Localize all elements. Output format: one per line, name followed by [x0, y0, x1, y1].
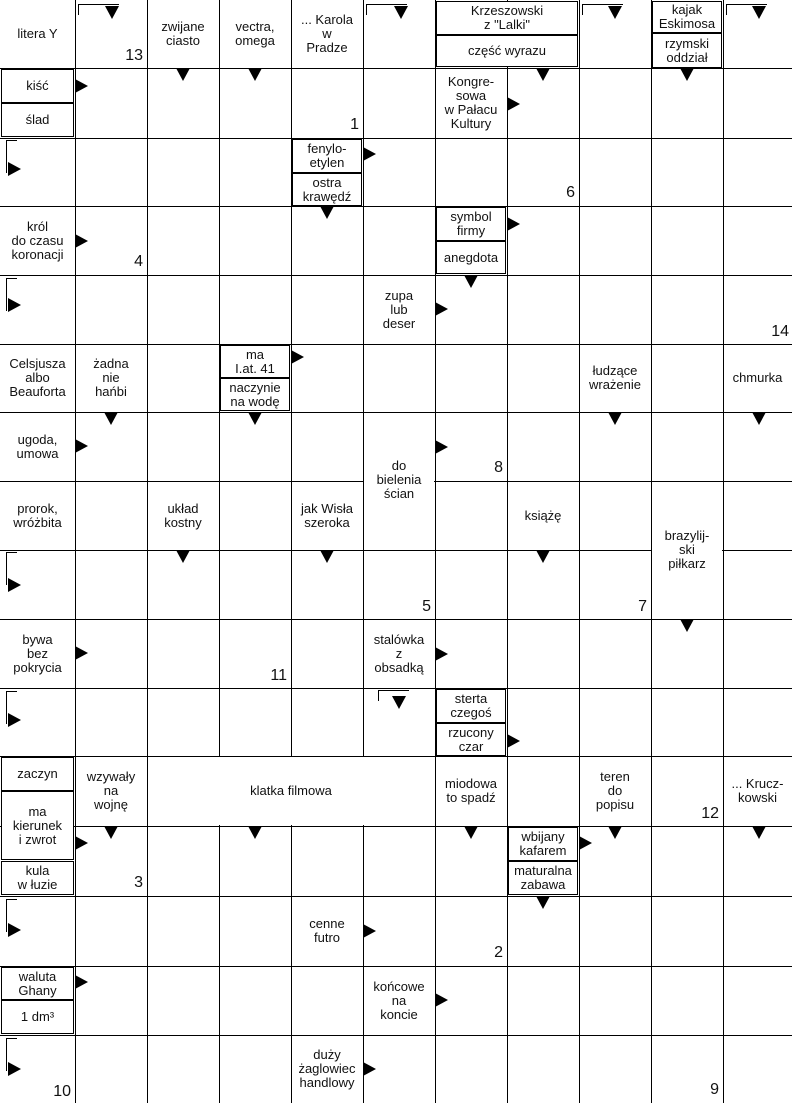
- entry-start-marker: [378, 690, 409, 701]
- arrow-down-icon: [248, 412, 262, 425]
- answer-cell[interactable]: [579, 68, 651, 138]
- clue-box: waluta Ghany: [1, 967, 74, 1000]
- answer-cell[interactable]: [147, 1035, 219, 1103]
- clue-number: 9: [710, 1081, 719, 1098]
- answer-cell[interactable]: [75, 138, 147, 206]
- answer-cell[interactable]: [435, 344, 507, 412]
- answer-cell[interactable]: [147, 966, 219, 1035]
- arrow-down-icon: [608, 412, 622, 425]
- answer-cell[interactable]: [147, 138, 219, 206]
- answer-cell[interactable]: [507, 966, 579, 1035]
- clue-box: stalówka z obsadką: [364, 620, 434, 687]
- arrow-right-icon: [363, 147, 376, 161]
- clue-box: książę: [508, 482, 578, 549]
- entry-start-marker: [6, 1038, 17, 1071]
- answer-cell[interactable]: [435, 481, 507, 550]
- arrow-right-icon: [507, 734, 520, 748]
- arrow-right-icon: [75, 646, 88, 660]
- clue-box: brazylij- ski piłkarz: [652, 515, 722, 585]
- answer-cell[interactable]: [507, 344, 579, 412]
- answer-cell[interactable]: [579, 481, 651, 550]
- answer-cell[interactable]: [651, 412, 723, 481]
- arrow-down-icon: [608, 826, 622, 839]
- clue-box: kula w łuzie: [1, 861, 74, 895]
- clue-box: miodowa to spadź: [436, 757, 506, 825]
- answer-cell[interactable]: [651, 826, 723, 896]
- answer-cell[interactable]: [147, 619, 219, 688]
- answer-cell[interactable]: [363, 68, 435, 138]
- arrow-right-icon: [435, 302, 448, 316]
- arrow-down-icon: [248, 826, 262, 839]
- clue-box: łudzące wrażenie: [580, 345, 650, 411]
- entry-start-marker: [6, 691, 17, 724]
- clue-box: prorok, wróżbita: [1, 482, 74, 549]
- arrow-down-icon: [176, 550, 190, 563]
- clue-box: 1 dm³: [1, 1000, 74, 1034]
- clue-number: 2: [494, 944, 503, 961]
- answer-cell[interactable]: [219, 206, 291, 275]
- clue-box: zupa lub deser: [364, 276, 434, 343]
- answer-cell[interactable]: [219, 1035, 291, 1103]
- answer-cell[interactable]: [75, 481, 147, 550]
- arrow-right-icon: [291, 350, 304, 364]
- arrow-down-icon: [248, 68, 262, 81]
- clue-box: anegdota: [436, 241, 506, 274]
- answer-cell[interactable]: [723, 138, 792, 206]
- answer-cell[interactable]: [147, 275, 219, 344]
- clue-box: sterta czegoś: [436, 689, 506, 723]
- answer-cell[interactable]: [219, 481, 291, 550]
- entry-start-marker: [726, 4, 767, 15]
- arrow-down-icon: [176, 68, 190, 81]
- answer-cell[interactable]: [291, 688, 363, 756]
- entry-start-marker: [582, 4, 623, 15]
- answer-cell[interactable]: [723, 1035, 792, 1103]
- entry-start-marker: [6, 552, 17, 585]
- arrow-right-icon: [507, 217, 520, 231]
- clue-box: ma I.at. 41: [220, 345, 290, 378]
- clue-box: duży żaglowiec handlowy: [292, 1036, 362, 1102]
- clue-box: końcowe na koncie: [364, 967, 434, 1034]
- entry-start-marker: [78, 4, 119, 15]
- answer-cell[interactable]: [651, 275, 723, 344]
- answer-cell[interactable]: [219, 275, 291, 344]
- clue-box: ugoda, umowa: [1, 413, 74, 480]
- answer-cell[interactable]: [219, 896, 291, 966]
- clue-number: 1: [350, 116, 359, 133]
- clue-box: maturalna zabawa: [508, 861, 578, 895]
- arrow-down-icon: [536, 550, 550, 563]
- clue-box: część wyrazu: [436, 35, 578, 67]
- answer-cell[interactable]: [723, 619, 792, 688]
- clue-number: 12: [701, 805, 719, 822]
- arrow-down-icon: [104, 412, 118, 425]
- arrow-down-icon: [536, 68, 550, 81]
- clue-box: symbol firmy: [436, 207, 506, 241]
- answer-cell[interactable]: [579, 688, 651, 756]
- answer-cell[interactable]: [723, 206, 792, 275]
- answer-cell[interactable]: [363, 344, 435, 412]
- answer-cell[interactable]: [363, 206, 435, 275]
- answer-cell[interactable]: [435, 550, 507, 619]
- answer-cell[interactable]: [579, 966, 651, 1035]
- answer-cell[interactable]: [75, 896, 147, 966]
- clue-box: do bielenia ścian: [364, 445, 434, 515]
- answer-cell[interactable]: [147, 344, 219, 412]
- answer-cell[interactable]: [651, 206, 723, 275]
- clue-box: litera Y: [1, 1, 74, 67]
- answer-cell[interactable]: [579, 896, 651, 966]
- entry-start-marker: [6, 278, 17, 311]
- clue-box: chmurka: [724, 345, 791, 411]
- answer-cell[interactable]: [651, 138, 723, 206]
- clue-box: ostra krawędź: [292, 173, 362, 206]
- clue-number: 11: [270, 667, 287, 684]
- answer-cell[interactable]: [75, 1035, 147, 1103]
- answer-cell[interactable]: [507, 275, 579, 344]
- answer-cell[interactable]: [723, 68, 792, 138]
- arrow-down-icon: [752, 412, 766, 425]
- clue-box: ma kierunek i zwrot: [1, 791, 74, 860]
- clue-number: 6: [566, 184, 575, 201]
- clue-box: rzucony czar: [436, 723, 506, 756]
- clue-box: bywa bez pokrycia: [1, 620, 74, 687]
- arrow-down-icon: [464, 275, 478, 288]
- clue-box: wzywały na wojnę: [76, 757, 146, 825]
- answer-cell[interactable]: [291, 966, 363, 1035]
- answer-cell[interactable]: [723, 896, 792, 966]
- answer-cell[interactable]: [147, 412, 219, 481]
- answer-cell[interactable]: [219, 966, 291, 1035]
- clue-box: teren do popisu: [580, 757, 650, 825]
- arrow-down-icon: [536, 896, 550, 909]
- clue-box: ślad: [1, 103, 74, 137]
- answer-cell[interactable]: [579, 619, 651, 688]
- arrow-down-icon: [464, 826, 478, 839]
- answer-cell[interactable]: [363, 826, 435, 896]
- answer-cell[interactable]: [507, 1035, 579, 1103]
- answer-cell[interactable]: [579, 275, 651, 344]
- clue-box: Kongre- sowa w Pałacu Kultury: [436, 69, 506, 137]
- clue-number: 13: [125, 47, 143, 64]
- answer-cell[interactable]: [435, 138, 507, 206]
- answer-cell[interactable]: [147, 826, 219, 896]
- arrow-right-icon: [579, 836, 592, 850]
- clue-box: kajak Eskimosa: [652, 1, 722, 33]
- arrow-right-icon: [75, 836, 88, 850]
- arrow-down-icon: [320, 206, 334, 219]
- answer-cell[interactable]: [291, 412, 363, 481]
- arrow-down-icon: [104, 826, 118, 839]
- clue-box: naczynie na wodę: [220, 378, 290, 411]
- arrow-right-icon: [75, 975, 88, 989]
- clue-box: jak Wisła szeroka: [292, 482, 362, 549]
- arrow-down-icon: [680, 68, 694, 81]
- clue-number: 3: [134, 874, 143, 891]
- clue-box: zwijane ciasto: [148, 1, 218, 67]
- answer-cell[interactable]: [723, 550, 792, 619]
- answer-cell[interactable]: [75, 275, 147, 344]
- answer-cell[interactable]: [723, 966, 792, 1035]
- answer-cell[interactable]: [147, 896, 219, 966]
- answer-cell[interactable]: [579, 138, 651, 206]
- answer-cell[interactable]: [507, 756, 579, 826]
- clue-box: król do czasu koronacji: [1, 207, 74, 274]
- answer-cell[interactable]: [435, 1035, 507, 1103]
- answer-cell[interactable]: [579, 206, 651, 275]
- clue-box: układ kostny: [148, 482, 218, 549]
- answer-cell[interactable]: [723, 688, 792, 756]
- arrow-down-icon: [680, 619, 694, 632]
- answer-cell[interactable]: [291, 826, 363, 896]
- clue-box: rzymski oddział: [652, 33, 722, 68]
- arrow-right-icon: [363, 924, 376, 938]
- answer-cell[interactable]: [579, 1035, 651, 1103]
- arrow-right-icon: [435, 993, 448, 1007]
- answer-cell[interactable]: [723, 481, 792, 550]
- clue-number: 5: [422, 598, 431, 615]
- clue-box: ... Krucz- kowski: [724, 757, 791, 825]
- clue-box: cenne futro: [292, 897, 362, 965]
- clue-box: wbijany kafarem: [508, 827, 578, 861]
- arrow-right-icon: [435, 440, 448, 454]
- arrow-right-icon: [507, 97, 520, 111]
- answer-cell[interactable]: [507, 412, 579, 481]
- arrow-down-icon: [320, 550, 334, 563]
- entry-start-marker: [6, 140, 17, 173]
- answer-cell[interactable]: [291, 619, 363, 688]
- answer-cell[interactable]: [651, 896, 723, 966]
- clue-box: zaczyn: [1, 757, 74, 791]
- answer-cell[interactable]: [219, 550, 291, 619]
- answer-cell[interactable]: [147, 206, 219, 275]
- answer-cell[interactable]: [219, 688, 291, 756]
- entry-start-marker: [366, 4, 407, 15]
- answer-cell[interactable]: [291, 275, 363, 344]
- clue-number: 10: [53, 1083, 71, 1100]
- answer-cell[interactable]: [75, 688, 147, 756]
- clue-box: klatka filmowa: [148, 757, 434, 825]
- clue-box: Krzeszowski z "Lalki": [436, 1, 578, 35]
- answer-cell[interactable]: [651, 966, 723, 1035]
- clue-number: 8: [494, 459, 503, 476]
- clue-box: żadna nie hańbi: [76, 345, 146, 411]
- clue-box: Celsjusza albo Beauforta: [1, 345, 74, 411]
- arrow-right-icon: [75, 439, 88, 453]
- arrow-right-icon: [363, 1062, 376, 1076]
- arrow-right-icon: [435, 647, 448, 661]
- entry-start-marker: [6, 899, 17, 932]
- clue-box: vectra, omega: [220, 1, 290, 67]
- clue-number: 14: [771, 323, 789, 340]
- clue-box: ... Karola w Pradze: [292, 1, 362, 67]
- answer-cell[interactable]: [147, 688, 219, 756]
- arrow-down-icon: [752, 826, 766, 839]
- clue-box: kiść: [1, 69, 74, 103]
- answer-cell[interactable]: [651, 688, 723, 756]
- arrow-right-icon: [75, 234, 88, 248]
- answer-cell[interactable]: [651, 344, 723, 412]
- clue-number: 7: [638, 598, 647, 615]
- clue-number: 4: [134, 253, 143, 270]
- clue-box: fenylo- etylen: [292, 139, 362, 173]
- answer-cell[interactable]: [507, 619, 579, 688]
- answer-cell[interactable]: [219, 138, 291, 206]
- answer-cell[interactable]: [75, 550, 147, 619]
- arrow-right-icon: [75, 79, 88, 93]
